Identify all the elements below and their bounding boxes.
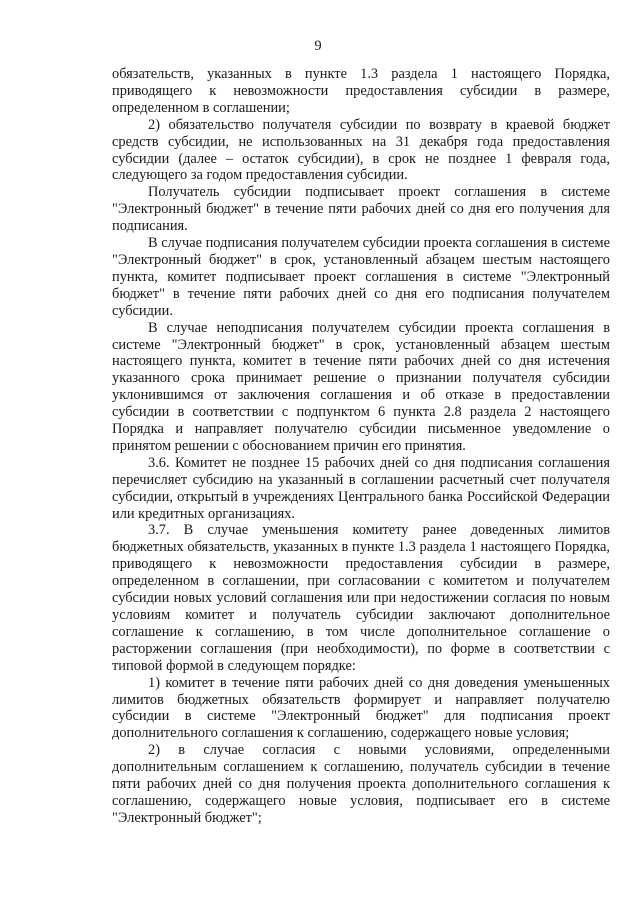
document-body: [112, 66, 610, 827]
paragraph-non-signing: В случае неподписания получателем субсидии проекта соглашения в системе "Электронный бюджет" в срок, установленный абзацем шестым настоящего пункта, комитет в течение пяти рабочих дней со дня истечения указанного срока принимает решение о признании получателя субсидии уклонившимся от заключения соглашения и об отказе в предоставлении субсидии в соответствии с подпунктом 6 пункта 2.8 раздела 2 настоящего Порядка и направляет получателю субсидии письменное уведомление о принятом решении с обоснованием причин его принятия.: [112, 319, 610, 454]
page-number: 9: [314, 38, 322, 54]
paragraph-signing-recipient: Получатель субсидии подписывает проект соглашения в системе "Электронный бюджет" в течение пяти рабочих дней со дня его получения для подписания.: [112, 184, 610, 235]
paragraph-3-7-item-2: 2) в случае согласия с новыми условиями, определенными дополнительным соглашением к соглашению, получатель субсидии в течение пяти рабочих дней со дня получения проекта дополнительного соглашения к соглашению, содержащего новые условия, подписывает его в системе "Электронный бюджет";: [112, 742, 610, 826]
paragraph-continuation: обязательств, указанных в пункте 1.3 раздела 1 настоящего Порядка, приводящего к невозможности предоставления субсидии в размере, определенном в соглашении;: [112, 66, 610, 116]
paragraph-3-7-item-1: 1) комитет в течение пяти рабочих дней со дня доведения уменьшенных лимитов бюджетных обязательств формирует и направляет получателю субсидии в системе "Электронный бюджет" для подписания проект дополнительного соглашения к соглашению, содержащего новые условия;: [112, 674, 610, 742]
paragraph-3-7: 3.7. В случае уменьшения комитету ранее доведенных лимитов бюджетных обязательств, указанных в пункте 1.3 раздела 1 настоящего Порядка, приводящего к невозможности предоставления субсидии в размере, определенном в соглашении, при согласовании с комитетом и получателем субсидии новых условий соглашения или при недостижении согласия по новым условиям комитет и получатель субсидии заключают дополнительное соглашение к соглашению, в том числе дополнительное соглашение о расторжении соглашения (при необходимости), по форме в соответствии с типовой формой в следующем порядке:: [112, 522, 610, 674]
paragraph-3-6: 3.6. Комитет не позднее 15 рабочих дней со дня подписания соглашения перечисляет субсидию на указанный в соглашении расчетный счет получателя субсидии, открытый в учреждениях Центрального банка Российской Федерации или кредитных организациях.: [112, 454, 610, 522]
paragraph-item-2: 2) обязательство получателя субсидии по возврату в краевой бюджет средств субсидии, не использованных на 31 декабря года предоставления субсидии (далее – остаток субсидии), в срок не позднее 1 февраля года, следующего за годом предоставления субсидии.: [112, 116, 610, 184]
paragraph-signing-committee: В случае подписания получателем субсидии проекта соглашения в системе "Электронный бюджет" в срок, установленный абзацем шестым настоящего пункта, комитет подписывает проект соглашения в системе "Электронный бюджет" в течение пяти рабочих дней со дня его подписания получателем субсидии.: [112, 235, 610, 319]
